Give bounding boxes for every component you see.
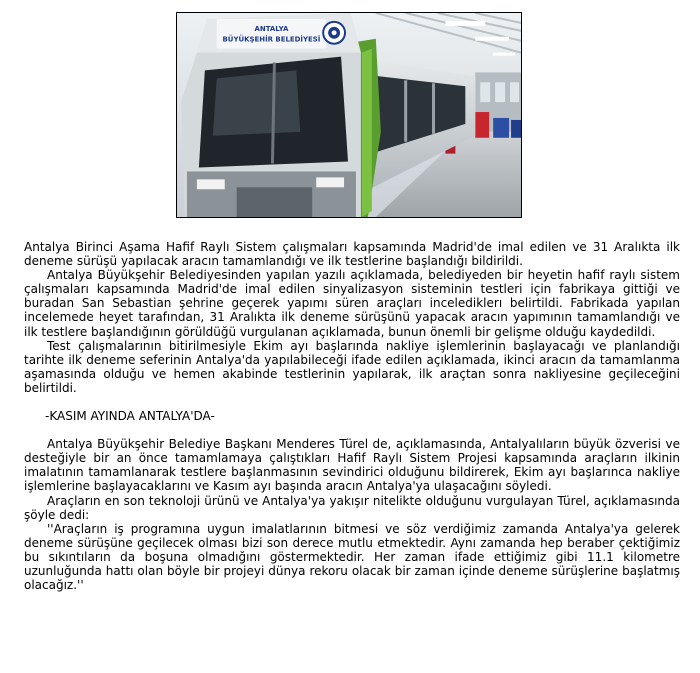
article-quote: ''Araçların iş programına uygun imalatlarının bitmesi ve söz verdiğimiz zamanda Antalya'ya gelerek deneme sürüşüne geçilecek olması bizi son derece mutlu etmektedir. Aynı zamanda hep beraber çektiğimiz bu sıkıntıların da boşuna olmadığını göstermektedir. Her zaman ifade ettiğimiz gibi 11.1 kilometre uzunluğunda hattı olan böyle bir projeyi dünya rekoru olacak bir zaman içinde deneme sürüşlerine başlatmış olacağız.'' (24, 521, 680, 593)
tram-photo (176, 12, 522, 218)
article-subheading: -KASIM AYINDA ANTALYA'DA- (45, 409, 215, 424)
municipality-logo (323, 22, 345, 44)
article-paragraph-5: Araçların en son teknoloji ürünü ve Antalya'ya yakışır nitelikte olduğunu vurgulayan Türel, açıklamasında şöyle dedi: (24, 493, 680, 522)
article-paragraph-4: Antalya Büyükşehir Belediye Başkanı Menderes Türel de, açıklamasında, Antalyalıların büyük özverisi ve desteğiyle bir an önce tamamlamaya çalıştıkları Hafif Raylı Sistem Projesi kapsamında araçların ilkinin imalatının tamamlanarak testlere başlanmasının sevindirici olduğunu bildirerek, Ekim ayı başlarınca nakliye işlemlerine başlayacaklarını ve Kasım ayı başında aracın Antalya'ya ulaşacağını söyledi. (24, 437, 680, 494)
sign-line-1: ANTALYA (254, 24, 289, 33)
news-article (24, 240, 680, 592)
article-paragraph-1: Antalya Birinci Aşama Hafif Raylı Sistem çalışmaları kapsamında Madrid'de imal edilen ve 31 Aralıkta ilk deneme sürüşü yapılacak aracın tamamlandığı ve ilk testlerine başlandığı bildirildi. (24, 240, 680, 269)
article-paragraph-2: Antalya Büyükşehir Belediyesinden yapılan yazılı açıklamada, belediyeden bir heyetin hafif raylı sistem çalışmaları kapsamında Madrid'de imal edilen sinyalizasyon sisteminin testleri için fabrikaya gittiği ve buradan San Sebastian şehrine geçerek yapımı süren araçları incelediklerı belirtildi. Fabrikada yapılan incelemede heyet tarafından, 31 Aralıkta ilk deneme sürüşünü yapacak aracın yapımının tamamlandığı ve ilk testlere başlandığının görüldüğü vurgulanan açıklamada, bunun önemli bir gelişme olduğu kaydedildi. (24, 268, 680, 339)
article-paragraph-3: Test çalışmalarının bitirilmesiyle Ekim ayı başlarında nakliye işlemlerinin başlayacağı ve planlandığı tarihte ilk deneme seferinin Antalya'da yapılabileceği ifade edilen açıklamada, ikinci aracın da tamamlanma aşamasında olduğu ve hemen akabinde testlerinin yapılarak, ilk araçtan sonra nakliyesine geçileceğini belirtildi. (24, 338, 680, 395)
tram-factory-image (177, 13, 521, 217)
sign-line-2: BÜYÜKŞEHİR BELEDİYESİ (222, 35, 321, 44)
